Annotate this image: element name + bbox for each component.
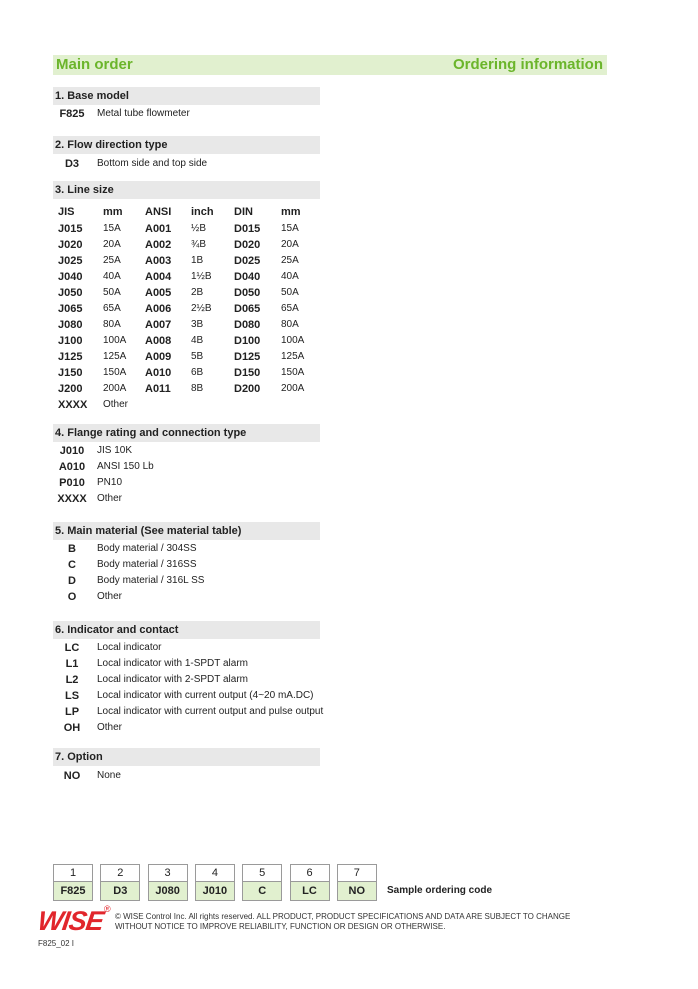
sample-code-number: 6 bbox=[291, 865, 329, 882]
line-size-cell: 125A bbox=[281, 351, 305, 362]
sample-code-number: 5 bbox=[243, 865, 281, 882]
line-size-cell: A006 bbox=[145, 303, 172, 315]
line-size-cell: J040 bbox=[58, 271, 83, 283]
line-size-cell: 5B bbox=[191, 351, 204, 362]
line-size-cell: J100 bbox=[58, 335, 83, 347]
line-size-cell: J200 bbox=[58, 383, 83, 395]
sample-code-box bbox=[148, 864, 188, 901]
item-desc: PN10 bbox=[97, 477, 123, 488]
ordering-information-title: Ordering information bbox=[453, 56, 603, 73]
item-desc: Local indicator with 2-SPDT alarm bbox=[97, 674, 248, 685]
section-indicator: 6. Indicator and contact bbox=[53, 621, 320, 639]
line-size-cell: 1½B bbox=[191, 271, 212, 282]
line-size-cell: 4B bbox=[191, 335, 204, 346]
line-size-cell: 50A bbox=[103, 287, 121, 298]
line-size-cell: A011 bbox=[145, 383, 171, 395]
sample-code-value: D3 bbox=[101, 882, 139, 900]
item-desc: Other bbox=[97, 493, 123, 504]
line-size-cell: 40A bbox=[281, 271, 299, 282]
line-size-cell: 1B bbox=[191, 255, 204, 266]
line-size-cell: D080 bbox=[234, 319, 261, 331]
line-size-cell: D015 bbox=[234, 223, 261, 235]
item-code: XXXX bbox=[57, 493, 87, 505]
line-size-cell: J065 bbox=[58, 303, 83, 315]
sample-code-number: 3 bbox=[149, 865, 187, 882]
line-size-cell: 125A bbox=[103, 351, 127, 362]
line-size-cell: A005 bbox=[145, 287, 172, 299]
item-desc: Local indicator with current output (4~20 mA.DC) bbox=[97, 690, 314, 701]
line-size-cell: D200 bbox=[234, 383, 261, 395]
line-size-header: JIS bbox=[58, 206, 75, 218]
main-order-title: Main order bbox=[56, 56, 133, 73]
item-code: F825 bbox=[59, 108, 85, 120]
line-size-cell: A003 bbox=[145, 255, 172, 267]
item-code: NO bbox=[63, 770, 81, 782]
line-size-cell: J015 bbox=[58, 223, 83, 235]
sample-code-box bbox=[53, 864, 93, 901]
line-size-cell: A001 bbox=[145, 223, 172, 235]
item-desc: Body material / 304SS bbox=[97, 543, 197, 554]
line-size-cell: A008 bbox=[145, 335, 172, 347]
line-size-header: inch bbox=[191, 206, 214, 218]
item-code: J010 bbox=[59, 445, 85, 457]
line-size-cell: D125 bbox=[234, 351, 261, 363]
line-size-cell: D020 bbox=[234, 239, 261, 251]
sample-code-box bbox=[100, 864, 140, 901]
line-size-cell: 100A bbox=[281, 335, 305, 346]
sample-code-box bbox=[195, 864, 235, 901]
line-size-cell: 2B bbox=[191, 287, 204, 298]
line-size-cell: A007 bbox=[145, 319, 172, 331]
sample-code-number: 7 bbox=[338, 865, 376, 882]
item-code: LP bbox=[64, 706, 80, 718]
line-size-cell: 15A bbox=[103, 223, 121, 234]
line-size-cell: J025 bbox=[58, 255, 83, 267]
section-flow-direction: 2. Flow direction type bbox=[53, 136, 320, 154]
sample-code-box bbox=[242, 864, 282, 901]
copyright-notice: © WISE Control Inc. All rights reserved. ALL PRODUCT, PRODUCT SPECIFICATIONS AND DATA ARE SUBJECT TO CHANGE WITHOUT NOTICE TO IMPROVE RELIABILITY, FUNCTION OR DESIGN OR OTHERWISE. bbox=[115, 912, 571, 931]
line-size-cell: D050 bbox=[234, 287, 261, 299]
item-code: B bbox=[68, 543, 76, 555]
line-size-cell: D065 bbox=[234, 303, 261, 315]
item-desc: Local indicator with current output and pulse output bbox=[97, 706, 324, 717]
sample-code-number: 4 bbox=[196, 865, 234, 882]
section-main-material: 5. Main material (See material table) bbox=[53, 522, 320, 540]
line-size-cell: 80A bbox=[103, 319, 121, 330]
line-size-cell: A010 bbox=[145, 367, 172, 379]
sample-code-box bbox=[290, 864, 330, 901]
item-code: D bbox=[68, 575, 76, 587]
line-size-cell: 80A bbox=[281, 319, 299, 330]
line-size-other-code: XXXX bbox=[58, 399, 88, 411]
line-size-cell: D100 bbox=[234, 335, 261, 347]
line-size-header: mm bbox=[281, 206, 301, 218]
sample-code-value: LC bbox=[291, 882, 329, 900]
line-size-header: mm bbox=[103, 206, 123, 218]
section-line-size: 3. Line size bbox=[53, 181, 320, 199]
wise-logo: WISE bbox=[35, 906, 106, 936]
item-code: A010 bbox=[58, 461, 86, 473]
line-size-cell: 25A bbox=[103, 255, 121, 266]
line-size-cell: D040 bbox=[234, 271, 261, 283]
registered-mark: ® bbox=[104, 904, 111, 914]
line-size-cell: 3B bbox=[191, 319, 204, 330]
sample-code-box bbox=[337, 864, 377, 901]
line-size-cell: J050 bbox=[58, 287, 83, 299]
line-size-cell: 65A bbox=[281, 303, 299, 314]
sample-code-value: J010 bbox=[196, 882, 234, 900]
sample-code-number: 2 bbox=[101, 865, 139, 882]
line-size-cell: 40A bbox=[103, 271, 121, 282]
line-size-cell: 65A bbox=[103, 303, 121, 314]
section-option: 7. Option bbox=[53, 748, 320, 766]
sample-code-value: NO bbox=[338, 882, 376, 900]
line-size-cell: 50A bbox=[281, 287, 299, 298]
line-size-cell: 200A bbox=[103, 383, 127, 394]
line-size-header: DIN bbox=[234, 206, 253, 218]
line-size-cell: A009 bbox=[145, 351, 172, 363]
item-desc: Metal tube flowmeter bbox=[97, 108, 190, 119]
line-size-cell: J125 bbox=[58, 351, 83, 363]
sample-code-number: 1 bbox=[54, 865, 92, 882]
line-size-cell: 20A bbox=[281, 239, 299, 250]
line-size-cell: A002 bbox=[145, 239, 172, 251]
line-size-other-desc: Other bbox=[103, 399, 129, 410]
item-desc: Body material / 316L SS bbox=[97, 575, 205, 586]
line-size-cell: 8B bbox=[191, 383, 204, 394]
item-code: C bbox=[68, 559, 76, 571]
line-size-cell: 25A bbox=[281, 255, 299, 266]
line-size-cell: 150A bbox=[281, 367, 305, 378]
page-id: F825_02 I bbox=[38, 939, 75, 948]
line-size-cell: 6B bbox=[191, 367, 204, 378]
item-code: L1 bbox=[65, 658, 79, 670]
line-size-cell: A004 bbox=[145, 271, 172, 283]
line-size-cell: J150 bbox=[58, 367, 83, 379]
item-desc: Other bbox=[97, 591, 123, 602]
sample-ordering-code-label: Sample ordering code bbox=[387, 885, 493, 896]
header-bar bbox=[53, 55, 607, 75]
line-size-cell: J080 bbox=[58, 319, 83, 331]
item-desc: Bottom side and top side bbox=[97, 158, 208, 169]
section-flange: 4. Flange rating and connection type bbox=[53, 424, 320, 442]
item-desc: None bbox=[97, 770, 121, 781]
line-size-cell: ¾B bbox=[191, 239, 207, 250]
item-desc: Local indicator bbox=[97, 642, 162, 653]
line-size-cell: D025 bbox=[234, 255, 261, 267]
sample-code-value: J080 bbox=[149, 882, 187, 900]
line-size-header: ANSI bbox=[145, 206, 172, 218]
item-code: P010 bbox=[59, 477, 85, 489]
item-code: LS bbox=[64, 690, 80, 702]
line-size-cell: 200A bbox=[281, 383, 305, 394]
item-code: OH bbox=[63, 722, 81, 734]
item-desc: ANSI 150 Lb bbox=[97, 461, 154, 472]
item-desc: JIS 10K bbox=[97, 445, 133, 456]
item-code: LC bbox=[64, 642, 80, 654]
item-code: L2 bbox=[65, 674, 79, 686]
item-desc: Body material / 316SS bbox=[97, 559, 197, 570]
line-size-cell: 15A bbox=[281, 223, 299, 234]
line-size-cell: ½B bbox=[191, 223, 207, 234]
line-size-cell: D150 bbox=[234, 367, 261, 379]
sample-code-value: F825 bbox=[54, 882, 92, 900]
item-desc: Local indicator with 1-SPDT alarm bbox=[97, 658, 248, 669]
sample-code-value: C bbox=[243, 882, 281, 900]
line-size-cell: 20A bbox=[103, 239, 121, 250]
section-base-model: 1. Base model bbox=[53, 87, 320, 105]
line-size-cell: J020 bbox=[58, 239, 83, 251]
item-code: O bbox=[67, 591, 77, 603]
line-size-cell: 150A bbox=[103, 367, 127, 378]
line-size-cell: 100A bbox=[103, 335, 127, 346]
line-size-cell: 2½B bbox=[191, 303, 212, 314]
item-desc: Other bbox=[97, 722, 123, 733]
item-code: D3 bbox=[64, 158, 80, 170]
